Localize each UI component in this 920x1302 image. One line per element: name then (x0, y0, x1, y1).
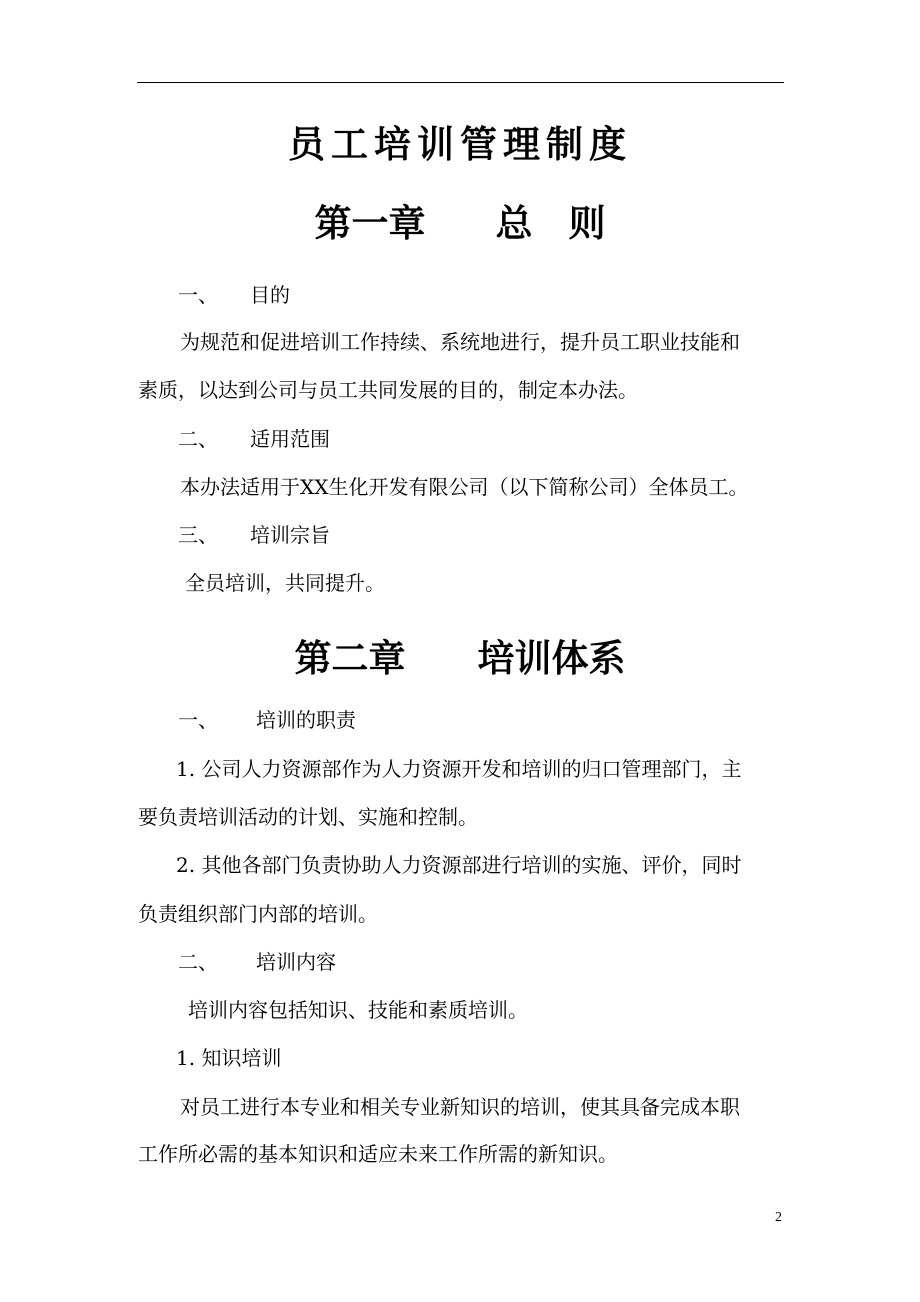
document-title: 员工培训管理制度 (288, 122, 632, 166)
paragraph-line: 素质，以达到公司与员工共同发展的目的，制定本办法。 (138, 378, 638, 402)
paragraph-line: 本办法适用于XX生化开发有限公司（以下简称公司）全体员工。 (180, 475, 749, 499)
paragraph-line: 1. 公司人力资源部作为人力资源开发和培训的归口管理部门，主 (176, 757, 742, 781)
chapter-2-heading (0, 628, 920, 682)
chapter-1-name-part1: 总 (495, 201, 533, 245)
section-heading: 一、 目的 (178, 283, 290, 307)
paragraph-line: 全员培训，共同提升。 (185, 571, 385, 595)
section-heading: 二、 适用范围 (178, 427, 330, 451)
paragraph-line: 负责组织部门内部的培训。 (138, 902, 378, 926)
paragraph-line: 2. 其他各部门负责协助人力资源部进行培训的实施、评价，同时 (176, 853, 742, 877)
chapter-1-name-part2: 则 (568, 201, 606, 245)
chapter-2-name: 培训体系 (477, 636, 626, 680)
paragraph-line: 培训内容包括知识、技能和素质培训。 (188, 998, 528, 1022)
section-heading: 三、 培训宗旨 (178, 523, 330, 547)
paragraph-line: 对员工进行本专业和相关专业新知识的培训，使其具备完成本职 (180, 1095, 740, 1119)
chapter-1-heading (0, 193, 920, 247)
paragraph-line: 要负责培训活动的计划、实施和控制。 (138, 805, 478, 829)
page-number: 2 (775, 1210, 782, 1225)
header-rule (137, 82, 784, 83)
paragraph-line: 1. 知识培训 (176, 1046, 282, 1070)
paragraph-line: 工作所必需的基本知识和适应未来工作所需的新知识。 (138, 1142, 618, 1166)
chapter-2-label: 第二章 (294, 636, 406, 680)
section-heading: 一、 培训的职责 (178, 708, 356, 732)
section-heading: 二、 培训内容 (178, 950, 336, 974)
chapter-1-label: 第一章 (314, 201, 426, 245)
paragraph-line: 为规范和促进培训工作持续、系统地进行，提升员工职业技能和 (180, 330, 740, 354)
